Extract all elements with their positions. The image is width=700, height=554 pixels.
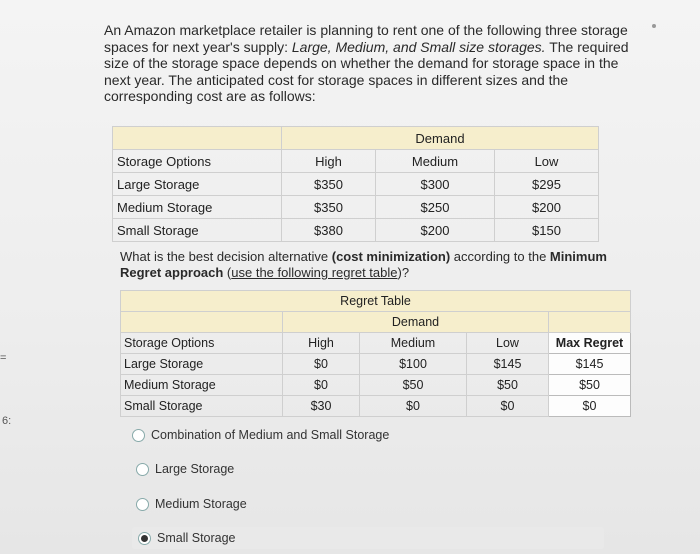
option-label: Large Storage: [155, 462, 235, 476]
regret-cell: $30: [283, 396, 360, 417]
question-number: 6:: [2, 415, 12, 427]
regret-cell: $50: [360, 375, 467, 396]
question-underline: use the following regret table: [231, 265, 398, 280]
regret-table-title: Regret Table: [121, 291, 631, 312]
option-small[interactable]: [132, 527, 604, 549]
side-tick: =: [0, 352, 7, 364]
cost-cell: $250: [376, 196, 495, 219]
regret-cell: $0: [360, 396, 467, 417]
option-combination[interactable]: [132, 424, 389, 446]
regret-cell: $100: [360, 354, 467, 375]
regret-col-options: Storage Options: [121, 333, 283, 354]
cost-col-high: High: [282, 150, 376, 173]
cost-cell: $200: [495, 196, 599, 219]
regret-max-cell: $145: [549, 354, 631, 375]
regret-row-label: Medium Storage: [121, 375, 283, 396]
regret-cell: $145: [467, 354, 549, 375]
option-large[interactable]: [136, 458, 234, 480]
intro-italic: Large, Medium, and Small size storages.: [291, 38, 546, 55]
table-row: [121, 375, 631, 396]
regret-row-label: Small Storage: [121, 396, 283, 417]
cost-table: [112, 126, 599, 242]
cost-cell: $380: [282, 219, 376, 242]
option-medium[interactable]: [136, 493, 247, 515]
cost-cell: $350: [282, 173, 376, 196]
cost-col-medium: Medium: [376, 150, 495, 173]
radio-circle-icon[interactable]: [136, 498, 149, 511]
regret-corner: [121, 312, 283, 333]
option-label: Small Storage: [157, 531, 236, 545]
cost-row-label: Small Storage: [113, 219, 282, 242]
regret-cell: $0: [467, 396, 549, 417]
question-bold: Minimum Regret approach: [120, 249, 607, 280]
question-part: (: [223, 265, 232, 280]
decorative-dot: [652, 24, 656, 28]
question-part: according to the: [450, 249, 550, 264]
table-row: [113, 196, 599, 219]
radio-circle-icon[interactable]: [132, 429, 145, 442]
intro-text-1: An Amazon marketplace retailer is planning to rent one of the following three storage spaces for next year's supply:: [104, 22, 628, 55]
cost-col-options: Storage Options: [113, 150, 282, 173]
table-row: [121, 354, 631, 375]
cost-cell: $300: [376, 173, 495, 196]
regret-col-low: Low: [467, 333, 549, 354]
intro-paragraph: [104, 22, 644, 105]
cost-row-label: Large Storage: [113, 173, 282, 196]
cost-demand-header: Demand: [282, 127, 599, 150]
cost-col-low: Low: [495, 150, 599, 173]
question-part: What is the best decision alternative: [120, 249, 332, 264]
regret-table: [120, 290, 631, 417]
option-label: Medium Storage: [155, 497, 247, 511]
regret-cell: $50: [467, 375, 549, 396]
cost-cell: $150: [495, 219, 599, 242]
cost-row-label: Medium Storage: [113, 196, 282, 219]
regret-cell: $0: [283, 354, 360, 375]
regret-col-medium: Medium: [360, 333, 467, 354]
regret-blank-header: [549, 312, 631, 333]
table-row: [121, 396, 631, 417]
regret-demand-header: Demand: [283, 312, 549, 333]
table-row: [113, 219, 599, 242]
regret-max-cell: $50: [549, 375, 631, 396]
radio-selected-icon[interactable]: [138, 532, 151, 545]
option-label: Combination of Medium and Small Storage: [151, 428, 390, 442]
regret-col-max: Max Regret: [549, 333, 631, 354]
radio-circle-icon[interactable]: [136, 463, 149, 476]
intro-text-2: The required size of the storage space depends on whether the demand for storage space in the next year. The anticipated cost for storage spaces in different sizes and the corresponding cost are as follows:: [104, 38, 629, 104]
question-bold: (cost minimization): [331, 249, 451, 264]
question-text: [120, 249, 640, 281]
cost-cell: $350: [282, 196, 376, 219]
cost-cell: $295: [495, 173, 599, 196]
regret-row-label: Large Storage: [121, 354, 283, 375]
question-part: )?: [397, 265, 410, 280]
table-row: [113, 173, 599, 196]
regret-max-cell: $0: [549, 396, 631, 417]
cost-table-corner: [113, 127, 282, 150]
regret-col-high: High: [283, 333, 360, 354]
cost-cell: $200: [376, 219, 495, 242]
regret-cell: $0: [283, 375, 360, 396]
